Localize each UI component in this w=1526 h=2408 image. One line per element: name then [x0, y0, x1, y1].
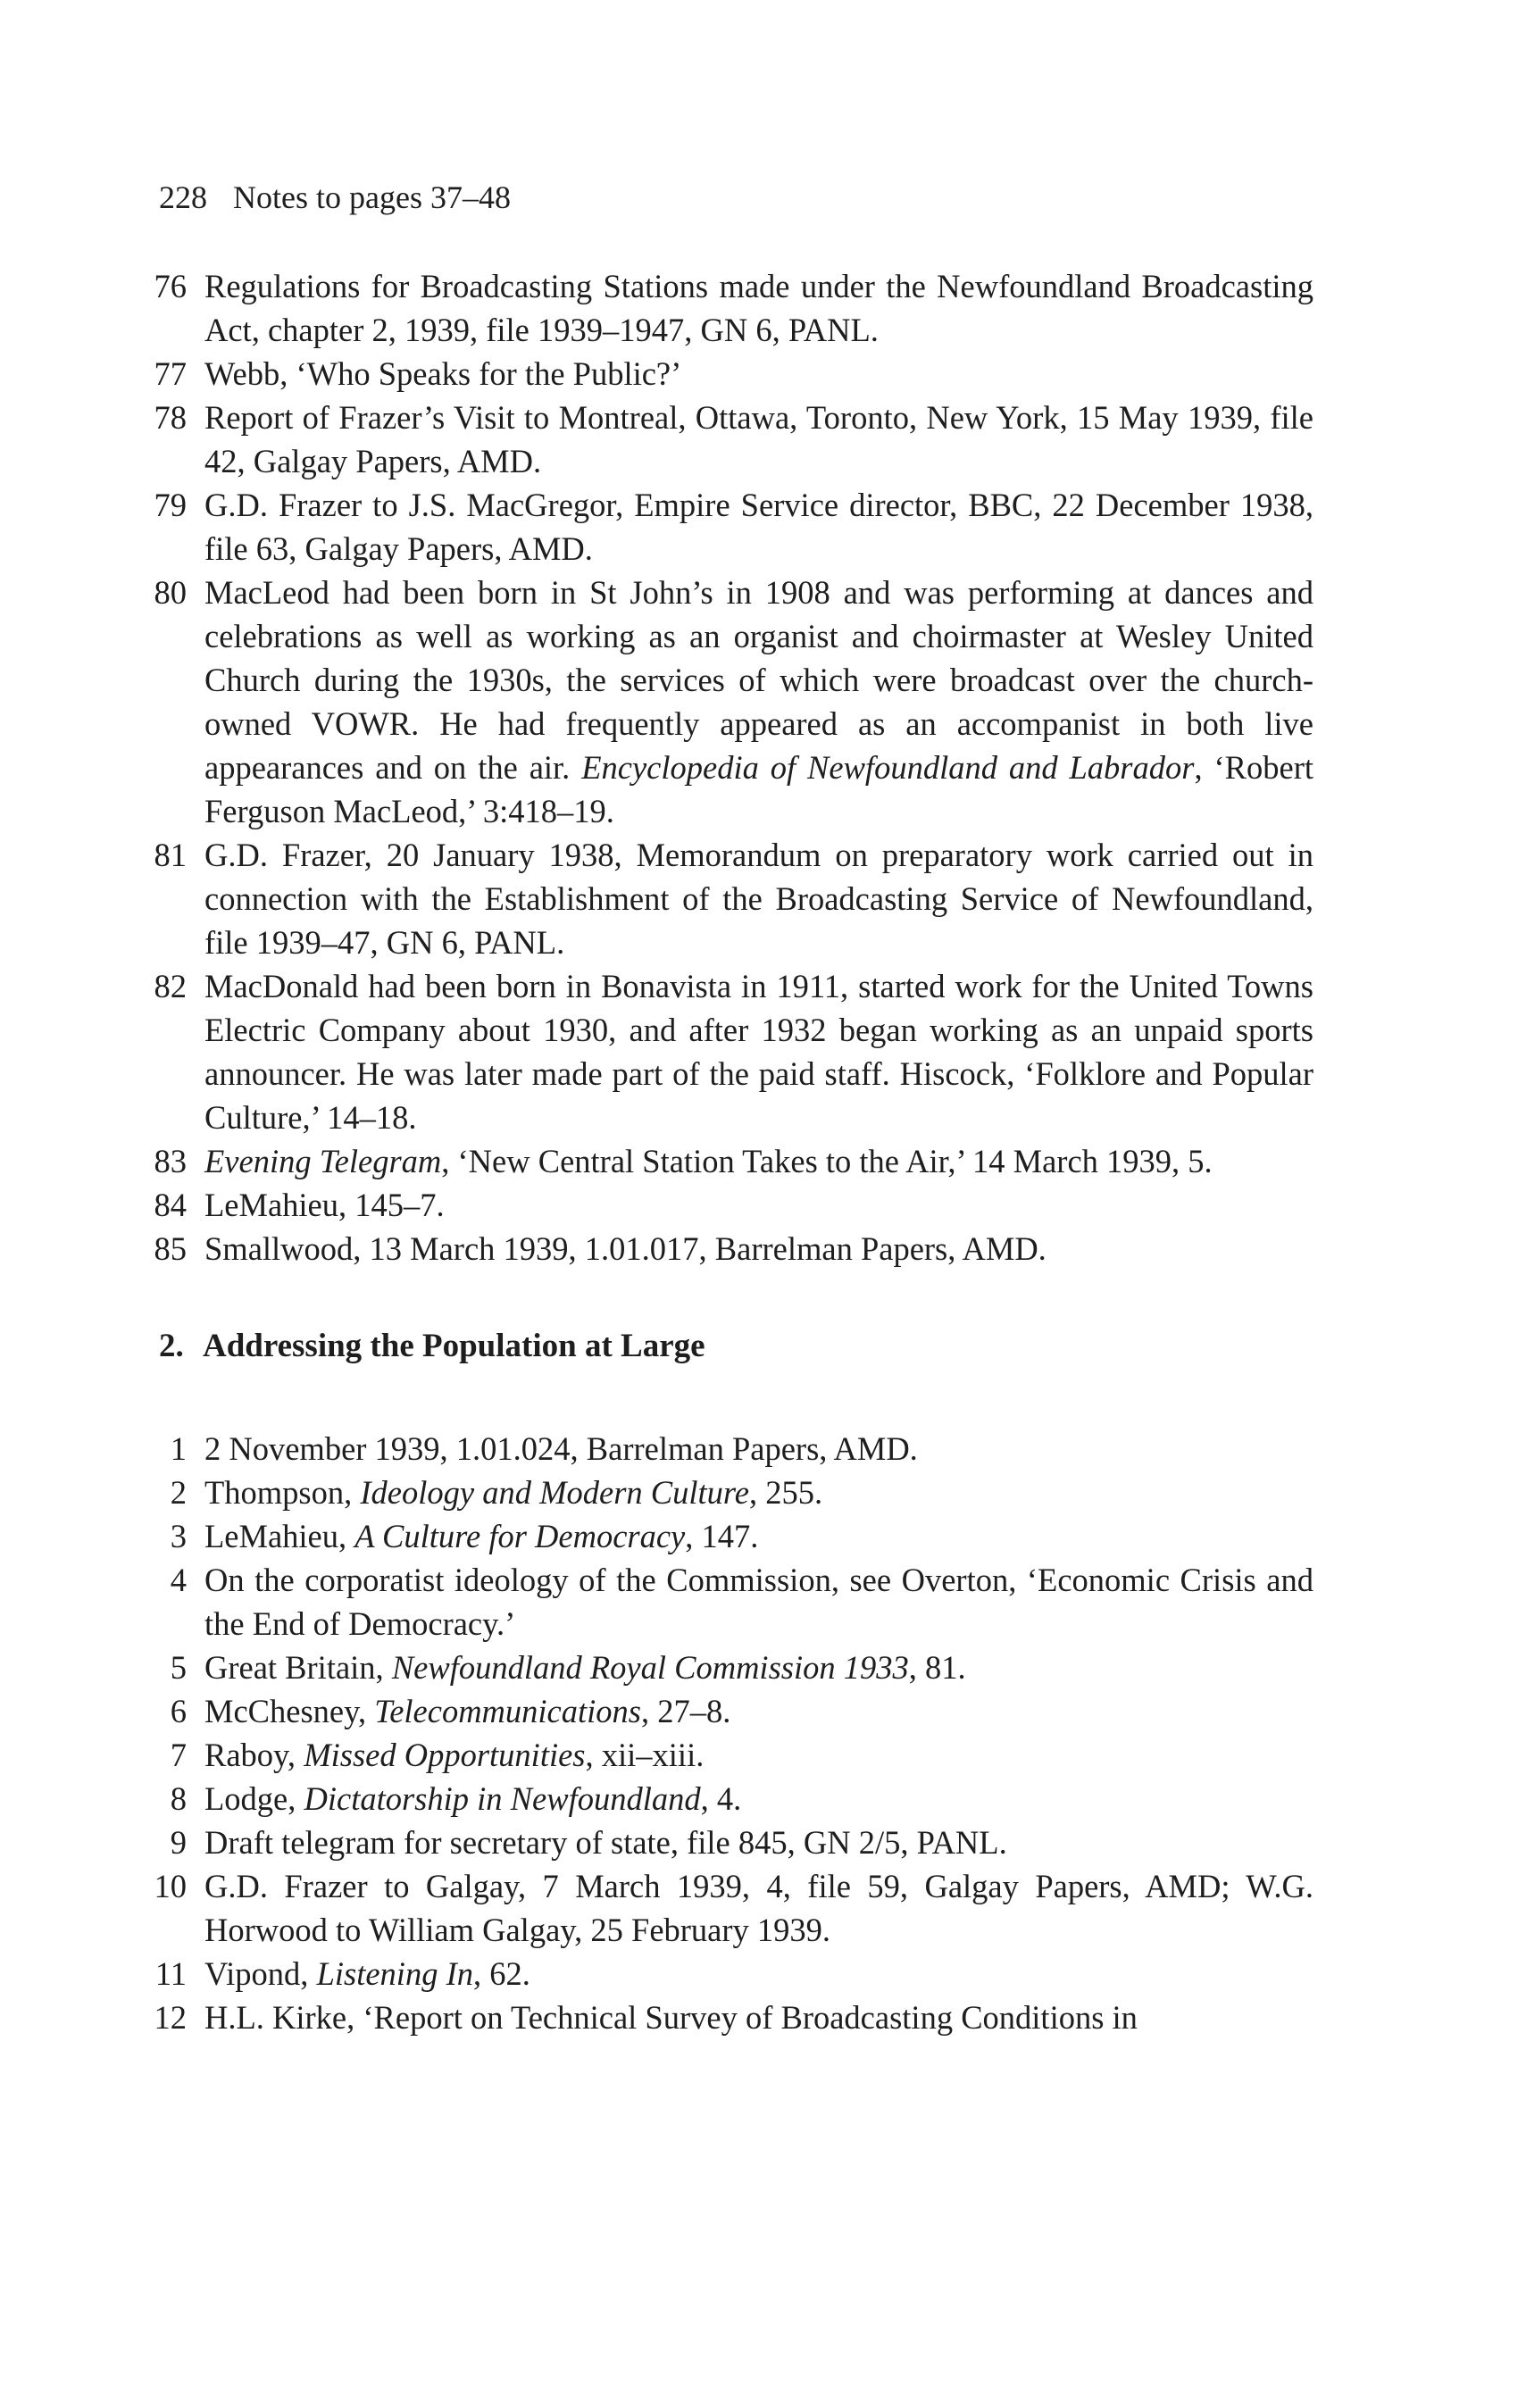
- note-number: 7: [170, 1737, 187, 1773]
- note-text: Raboy, Missed Opportunities, xii–xiii.: [204, 1737, 705, 1773]
- note-number: 77: [154, 355, 187, 392]
- note-text: G.D. Frazer to J.S. MacGregor, Empire Service director, BBC, 22 December 1938, file 63, Galgay Papers, AMD.: [204, 487, 1313, 567]
- note-item: [0, 1952, 1526, 1996]
- running-head-title: Notes to pages 37–48: [233, 179, 511, 215]
- note-number: 10: [154, 1868, 187, 1904]
- note-text: H.L. Kirke, ‘Report on Technical Survey of Broadcasting Conditions in: [204, 1999, 1138, 2036]
- note-item: [0, 352, 1526, 396]
- note-item: [0, 1227, 1526, 1271]
- note-item: [0, 571, 1526, 833]
- note-item: [0, 483, 1526, 571]
- note-number: 6: [170, 1693, 187, 1729]
- note-text: Vipond, Listening In, 62.: [204, 1955, 530, 1992]
- section-title: Addressing the Population at Large: [202, 1328, 705, 1364]
- note-number: 76: [154, 268, 187, 304]
- note-item: [0, 396, 1526, 483]
- note-number: 82: [154, 968, 187, 1004]
- note-item: [0, 1646, 1526, 1689]
- note-item: [0, 1864, 1526, 1952]
- note-number: 8: [170, 1780, 187, 1817]
- note-number: 84: [154, 1187, 187, 1223]
- note-item: [0, 264, 1526, 352]
- section-heading: [159, 1325, 705, 1368]
- note-number: 5: [170, 1649, 187, 1686]
- note-text: LeMahieu, A Culture for Democracy, 147.: [204, 1518, 759, 1554]
- note-number: 9: [170, 1824, 187, 1861]
- note-text: Smallwood, 13 March 1939, 1.01.017, Barrelman Papers, AMD.: [204, 1230, 1047, 1267]
- note-text: Evening Telegram, ‘New Central Station Takes to the Air,’ 14 March 1939, 5.: [204, 1143, 1213, 1179]
- note-text: MacDonald had been born in Bonavista in 1911, started work for the United Towns Electric Company about 1930, and after 1932 began working as an unpaid sports announcer. He was later made part of the paid staff. Hiscock, ‘Folklore and Popular Culture,’ 14–18.: [204, 968, 1313, 1136]
- note-item: [0, 1471, 1526, 1514]
- note-text: McChesney, Telecommunications, 27–8.: [204, 1693, 731, 1729]
- note-item: [0, 833, 1526, 964]
- note-number: 80: [154, 574, 187, 611]
- note-item: [0, 1183, 1526, 1227]
- note-item: [0, 1139, 1526, 1183]
- note-text: G.D. Frazer to Galgay, 7 March 1939, 4, file 59, Galgay Papers, AMD; W.G. Horwood to William Galgay, 25 February 1939.: [204, 1868, 1313, 1948]
- chapter-1-notes-list: [0, 264, 1526, 1271]
- note-number: 3: [170, 1518, 187, 1554]
- note-number: 81: [154, 837, 187, 873]
- note-item: [0, 964, 1526, 1139]
- note-text: Draft telegram for secretary of state, file 845, GN 2/5, PANL.: [204, 1824, 1007, 1861]
- note-text: G.D. Frazer, 20 January 1938, Memorandum on preparatory work carried out in connection with the Establishment of the Broadcasting Service of Newfoundland, file 1939–47, GN 6, PANL.: [204, 837, 1313, 961]
- note-text: LeMahieu, 145–7.: [204, 1187, 445, 1223]
- note-number: 2: [170, 1474, 187, 1511]
- note-text: Report of Frazer’s Visit to Montreal, Ottawa, Toronto, New York, 15 May 1939, file 42, Galgay Papers, AMD.: [204, 399, 1313, 479]
- note-item: [0, 1689, 1526, 1733]
- note-number: 12: [154, 1999, 187, 2036]
- running-head: [159, 177, 511, 218]
- note-number: 1: [170, 1430, 187, 1467]
- note-number: 11: [154, 1955, 187, 1992]
- note-item: [0, 1996, 1526, 2039]
- note-item: [0, 1733, 1526, 1777]
- note-item: [0, 1777, 1526, 1821]
- note-number: 79: [154, 487, 187, 523]
- note-item: [0, 1427, 1526, 1471]
- note-text: MacLeod had been born in St John’s in 1908 and was performing at dances and celebrations as well as working as an organist and choirmaster at Wesley United Church during the 1930s, the services of which were broadcast over the church-owned VOWR. He had frequently appeared as an accompanist in both live appearances and on the air. Encyclopedia of Newfoundland and Labrador, ‘Robert Ferguson MacLeod,’ 3:418–19.: [204, 574, 1314, 829]
- note-number: 85: [154, 1230, 187, 1267]
- note-item: [0, 1558, 1526, 1646]
- note-text: Thompson, Ideology and Modern Culture, 255.: [204, 1474, 823, 1511]
- note-text: Webb, ‘Who Speaks for the Public?’: [204, 355, 682, 392]
- note-number: 78: [154, 399, 187, 436]
- note-number: 83: [154, 1143, 187, 1179]
- note-text: Lodge, Dictatorship in Newfoundland, 4.: [204, 1780, 742, 1817]
- note-text: Regulations for Broadcasting Stations made under the Newfoundland Broadcasting Act, chapter 2, 1939, file 1939–1947, GN 6, PANL.: [204, 268, 1313, 348]
- note-number: 4: [170, 1562, 187, 1598]
- note-text: On the corporatist ideology of the Commission, see Overton, ‘Economic Crisis and the End of Democracy.’: [204, 1562, 1313, 1642]
- note-text: 2 November 1939, 1.01.024, Barrelman Papers, AMD.: [204, 1430, 918, 1467]
- note-item: [0, 1821, 1526, 1864]
- page-number: 228: [159, 179, 207, 215]
- section-number: 2.: [159, 1328, 184, 1364]
- note-text: Great Britain, Newfoundland Royal Commission 1933, 81.: [204, 1649, 966, 1686]
- note-item: [0, 1514, 1526, 1558]
- chapter-2-notes-list: [0, 1427, 1526, 2039]
